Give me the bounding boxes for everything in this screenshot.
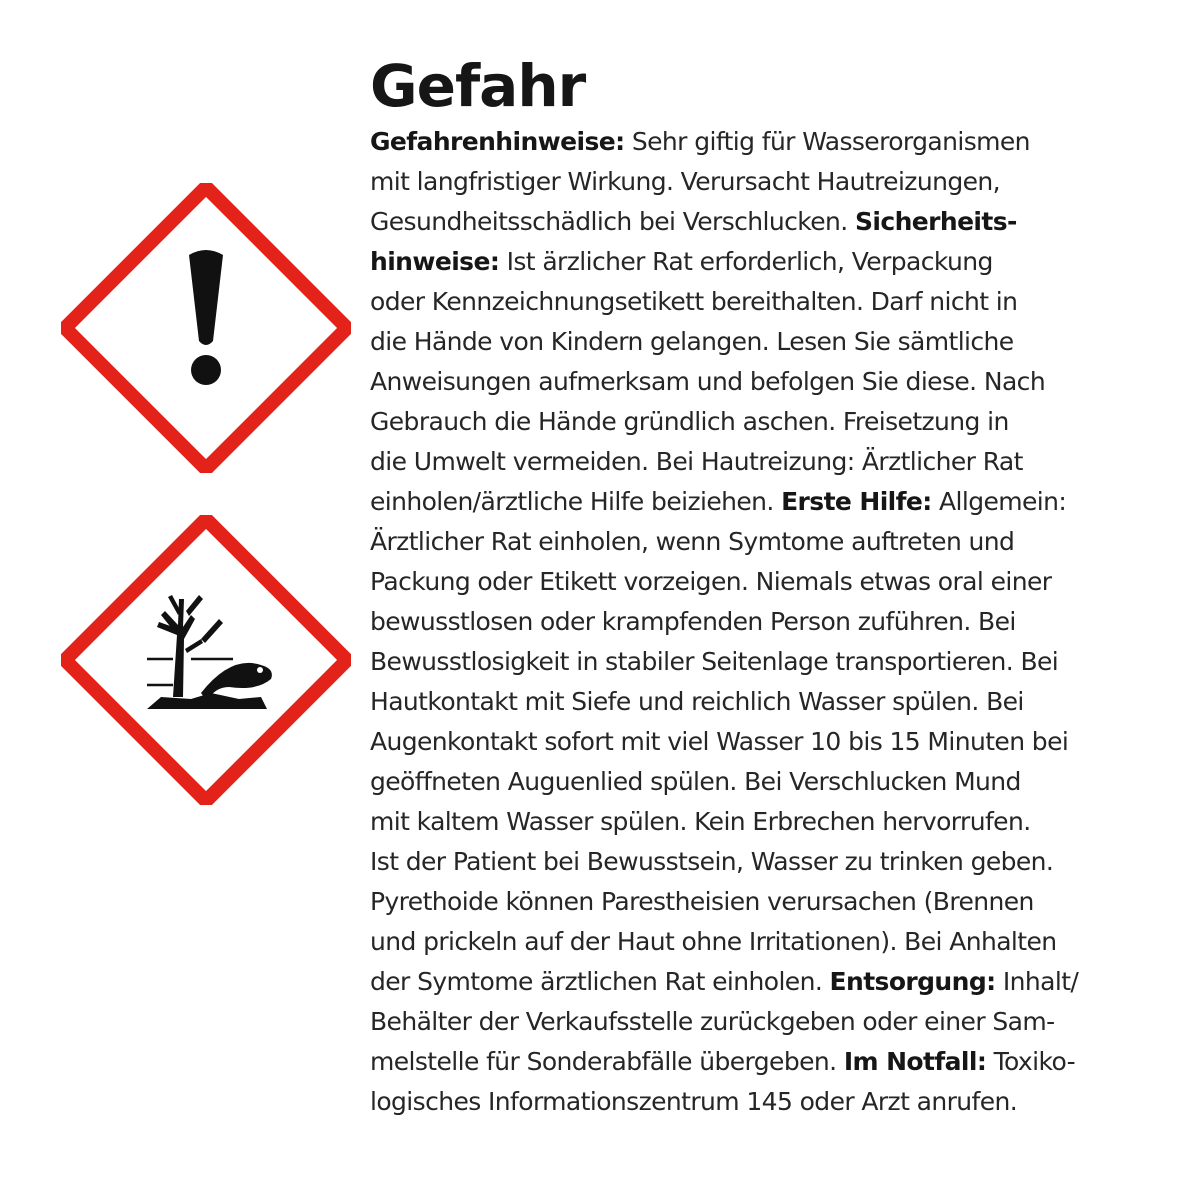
signal-word: Gefahr	[370, 52, 586, 120]
text-line	[370, 922, 1160, 962]
text-segment: oder Kennzeichnungsetikett bereithalten. Darf nicht in	[370, 287, 1018, 316]
text-segment: einholen/ärztliche Hilfe beiziehen.	[370, 487, 782, 516]
text-line	[370, 562, 1160, 602]
text-segment: die Hände von Kindern gelangen. Lesen Sie sämtliche	[370, 327, 1014, 356]
text-line	[370, 1082, 1160, 1122]
section-heading: Erste Hilfe:	[781, 487, 932, 516]
text-segment: Bewusstlosigkeit in stabiler Seitenlage transportieren. Bei	[370, 647, 1059, 676]
text-segment: Anweisungen aufmerksam und befolgen Sie diese. Nach	[370, 367, 1046, 396]
text-segment: Toxiko-	[986, 1047, 1076, 1076]
text-line	[370, 842, 1160, 882]
text-line	[370, 802, 1160, 842]
text-segment: mit kaltem Wasser spülen. Kein Erbrechen hervorrufen.	[370, 807, 1031, 836]
section-heading: Im Notfall:	[843, 1047, 987, 1076]
text-line	[370, 522, 1160, 562]
text-segment: Gebrauch die Hände gründlich aschen. Freisetzung in	[370, 407, 1009, 436]
text-line	[370, 362, 1160, 402]
text-segment: Ist der Patient bei Bewusstsein, Wasser zu trinken geben.	[370, 847, 1054, 876]
section-heading: Gefahrenhinweise:	[370, 127, 625, 156]
text-segment: und prickeln auf der Haut ohne Irritationen). Bei Anhalten	[370, 927, 1057, 956]
text-segment: mit langfristiger Wirkung. Verursacht Hautreizungen,	[370, 167, 1000, 196]
text-segment: der Symtome ärztlichen Rat einholen.	[370, 967, 830, 996]
text-segment: geöffneten Auguenlied spülen. Bei Verschlucken Mund	[370, 767, 1021, 796]
text-segment: Pyrethoide können Parestheisien verursachen (Brennen	[370, 887, 1034, 916]
text-line	[370, 242, 1160, 282]
text-line	[370, 162, 1160, 202]
environment-hazard-icon	[61, 515, 351, 805]
text-line	[370, 482, 1160, 522]
text-segment: Behälter der Verkaufsstelle zurückgeben oder einer Sam-	[370, 1007, 1055, 1036]
exclamation-mark-icon	[61, 183, 351, 473]
text-segment: die Umwelt vermeiden. Bei Hautreizung: Ärztlicher Rat	[370, 447, 1023, 476]
text-line	[370, 442, 1160, 482]
text-line	[370, 1002, 1160, 1042]
text-segment: Augenkontakt sofort mit viel Wasser 10 bis 15 Minuten bei	[370, 727, 1069, 756]
text-line	[370, 602, 1160, 642]
hazard-label-text	[370, 52, 1160, 1122]
text-line	[370, 122, 1160, 162]
text-line	[370, 1042, 1160, 1082]
text-segment: Hautkontakt mit Siefe und reichlich Wasser spülen. Bei	[370, 687, 1024, 716]
text-line	[370, 882, 1160, 922]
section-heading: hinweise:	[370, 247, 500, 276]
text-line	[370, 722, 1160, 762]
text-line	[370, 402, 1160, 442]
text-line	[370, 642, 1160, 682]
text-line	[370, 282, 1160, 322]
text-segment: melstelle für Sonderabfälle übergeben.	[370, 1047, 844, 1076]
text-line	[370, 762, 1160, 802]
text-segment: Packung oder Etikett vorzeigen. Niemals etwas oral einer	[370, 567, 1052, 596]
text-segment: Sehr giftig für Wasserorganismen	[624, 127, 1030, 156]
text-line	[370, 962, 1160, 1002]
text-segment: logisches Informationszentrum 145 oder Arzt anrufen.	[370, 1087, 1018, 1116]
hazard-statements	[370, 122, 1160, 1122]
text-segment: Gesundheitsschädlich bei Verschlucken.	[370, 207, 855, 236]
text-segment: Ist ärzlicher Rat erforderlich, Verpackung	[499, 247, 993, 276]
text-segment: Ärztlicher Rat einholen, wenn Symtome auftreten und	[370, 527, 1015, 556]
text-segment: Inhalt/	[995, 967, 1079, 996]
text-line	[370, 322, 1160, 362]
text-segment: Allgemein:	[931, 487, 1067, 516]
text-line	[370, 202, 1160, 242]
section-heading: Entsorgung:	[829, 967, 996, 996]
section-heading: Sicherheits-	[855, 207, 1017, 236]
text-segment: bewusstlosen oder krampfenden Person zuführen. Bei	[370, 607, 1016, 636]
text-line	[370, 682, 1160, 722]
